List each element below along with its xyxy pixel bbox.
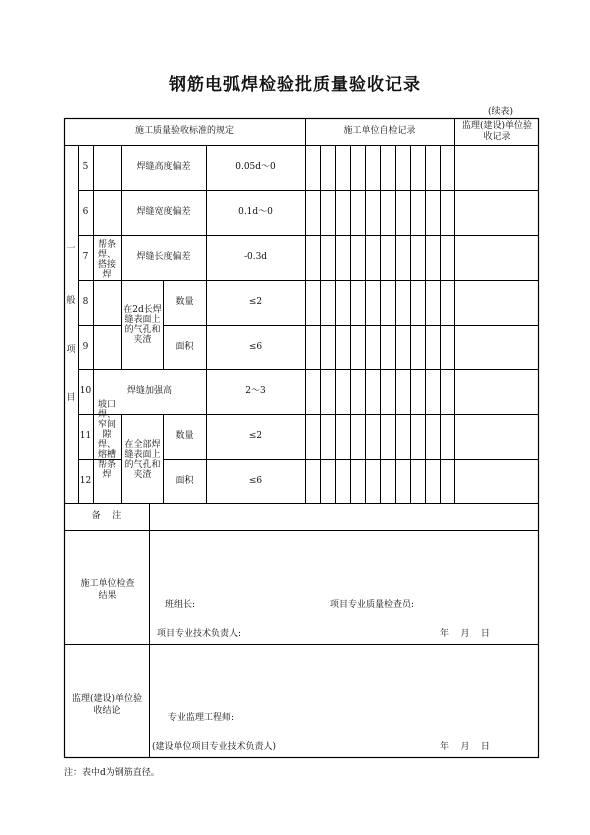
team-leader-label: 班组长:	[165, 600, 196, 610]
row-sub: 数量	[175, 297, 194, 307]
header-supervision: 监理(建设)单位验收记录	[461, 120, 533, 142]
row-value: ≤6	[248, 475, 263, 486]
row-no: 5	[82, 162, 89, 172]
group2-defect: 在全部焊缝表面上的气孔和夹渣	[124, 440, 161, 480]
group2-label: 坡口焊、窄间隙焊、熔槽帮条焊	[97, 400, 116, 480]
row-no: 6	[82, 207, 89, 217]
category-1: 一	[66, 243, 76, 254]
construction-label: 施工单位检查结果	[80, 579, 135, 601]
row-sub: 数量	[175, 431, 194, 441]
row-item: 焊缝高度偏差	[136, 162, 191, 172]
supervision-date: 年 月 日	[440, 742, 490, 752]
row-value: ≤6	[248, 341, 263, 352]
header-self-check: 施工单位自检记录	[343, 126, 416, 136]
row-sub: 面积	[175, 475, 194, 486]
group1-label: 帮条焊、搭接焊	[97, 240, 116, 280]
footnote: 注：表中d为钢筋直径。	[64, 768, 160, 778]
tech-lead-label: 项目专业技术负责人:	[157, 629, 242, 639]
remarks-label: 备 注	[91, 511, 122, 521]
group1-defect: 在2d长焊缝表面上的气孔和夹渣	[123, 305, 162, 345]
row-no: 9	[82, 341, 89, 352]
row-value: ≤2	[248, 297, 263, 307]
row-value: 2～3	[245, 386, 266, 396]
row-no: 11	[79, 431, 92, 441]
row-value: 0.1d～0	[238, 207, 273, 217]
row-sub: 面积	[175, 341, 194, 352]
owner-lead-label: (建设单位项目专业技术负责人)	[152, 742, 277, 752]
page-title: 钢筋电弧焊检验批质量验收记录	[169, 75, 421, 95]
row-item: 焊缝长度偏差	[136, 252, 191, 262]
row-no: 8	[82, 297, 89, 307]
header-standard: 施工质量验收标准的规定	[134, 126, 234, 136]
row-value: 0.05d～0	[235, 162, 276, 172]
row-item: 焊缝宽度偏差	[136, 207, 191, 217]
remarks-field[interactable]	[150, 504, 538, 530]
continued-label: (续表)	[488, 107, 514, 117]
row-value: -0.3d	[243, 252, 268, 262]
category-3: 项	[66, 344, 76, 355]
row-no: 12	[79, 475, 92, 486]
category-2: 般	[66, 295, 76, 306]
row-no: 7	[82, 252, 89, 262]
engineer-label: 专业监理工程师:	[168, 713, 235, 723]
construction-date: 年 月 日	[440, 629, 490, 639]
category-4: 目	[66, 392, 76, 403]
quality-inspector-label: 项目专业质量检查员:	[330, 600, 415, 610]
row-item: 焊缝加强高	[126, 386, 172, 396]
row-no: 10	[79, 386, 92, 396]
supervision-label: 监理(建设)单位验收结论	[71, 694, 143, 716]
row-value: ≤2	[248, 431, 263, 441]
